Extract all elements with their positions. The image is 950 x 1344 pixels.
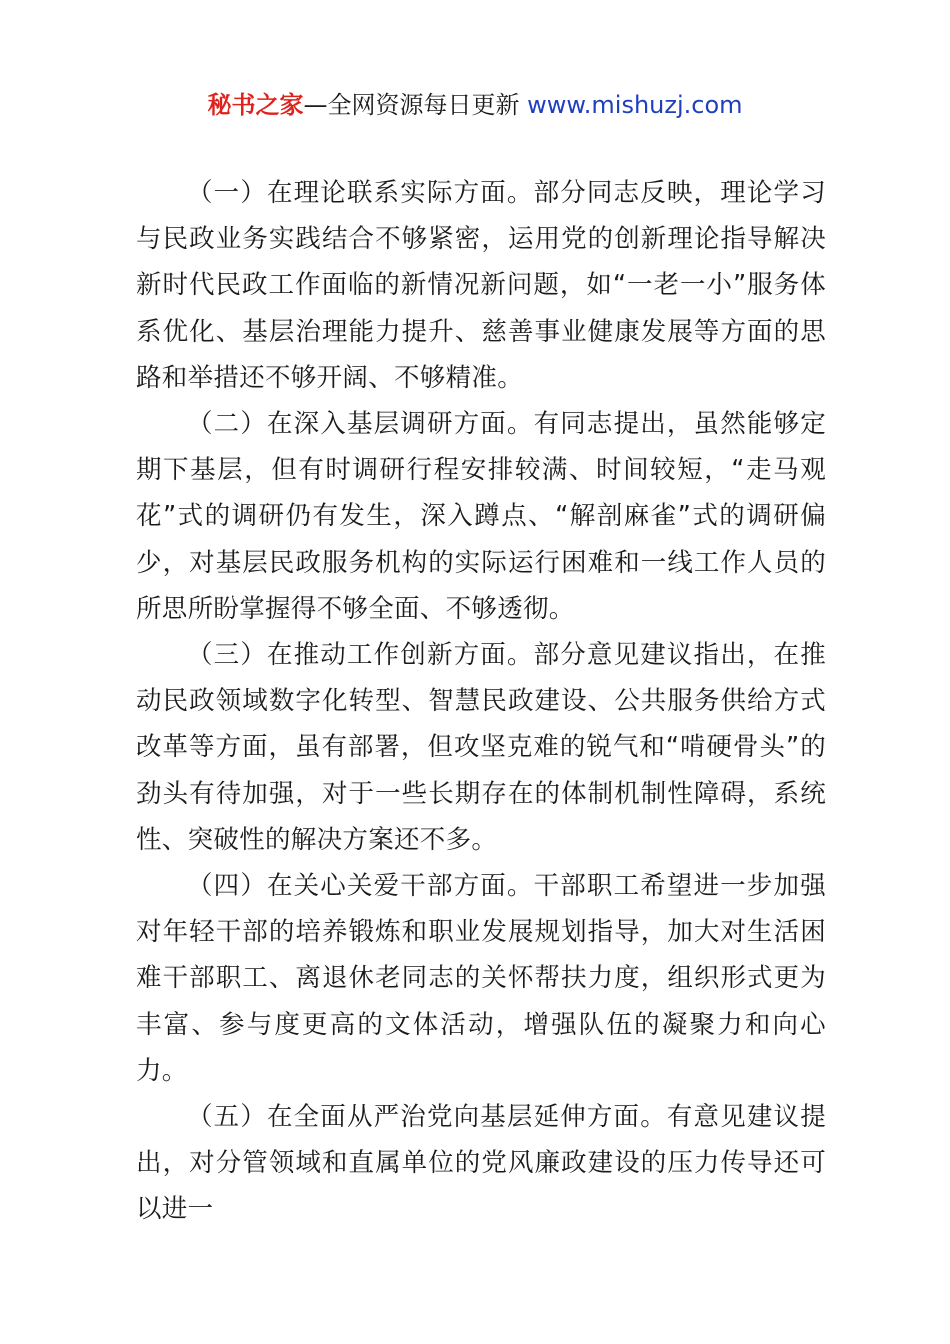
paragraph-text: 干部职工希望进一步加强对年轻干部的培养锻炼和职业发展规划指导，加大对生活困难干部职工、离退休老同志的关怀帮扶力度，组织形式更为丰富、参与度更高的文体活动，增强队伍的凝聚力和向心力。	[136, 871, 826, 1086]
header-slogan: —全网资源每日更新	[303, 91, 528, 119]
paragraph-1	[136, 170, 826, 401]
paragraph-heading: （二）在深入基层调研方面。	[187, 409, 534, 440]
paragraph-2	[136, 401, 826, 632]
paragraph-3	[136, 632, 826, 863]
paragraph-text: 部分意见建议指出，在推动民政领域数字化转型、智慧民政建设、公共服务供给方式改革等方面，虽有部署，但攻坚克难的锐气和“啃硬骨头”的劲头有待加强，对于一些长期存在的体制机制性障碍，系统性、突破性的解决方案还不多。	[136, 640, 826, 855]
brand-name: 秘书之家	[207, 91, 304, 119]
paragraph-text: 部分同志反映，理论学习与民政业务实践结合不够紧密，运用党的创新理论指导解决新时代民政工作面临的新情况新问题，如“一老一小”服务体系优化、基层治理能力提升、慈善事业健康发展等方面的思路和举措还不够开阔、不够精准。	[136, 178, 826, 393]
paragraph-4	[136, 863, 826, 1094]
paragraph-heading: （一）在理论联系实际方面。	[187, 178, 534, 208]
paragraph-text: 有意见建议提出，对分管领域和直属单位的党风廉政建设的压力传导还可以进一	[136, 1102, 826, 1225]
paragraph-text: 有同志提出，虽然能够定期下基层，但有时调研行程安排较满、时间较短，“走马观花”式的调研仍有发生，深入蹲点、“解剖麻雀”式的调研偏少，对基层民政服务机构的实际运行困难和一线工作人员的所思所盼掌握得不够全面、不够透彻。	[136, 409, 826, 624]
paragraph-heading: （四）在关心关爱干部方面。	[187, 871, 534, 902]
header-url[interactable]: www.mishuzj.com	[527, 91, 743, 119]
paragraph-heading: （五）在全面从严治党向基层延伸方面。	[187, 1102, 667, 1133]
paragraph-5	[136, 1094, 826, 1233]
document-body	[136, 170, 826, 1233]
page-header	[0, 88, 950, 122]
paragraph-heading: （三）在推动工作创新方面。	[187, 640, 534, 671]
